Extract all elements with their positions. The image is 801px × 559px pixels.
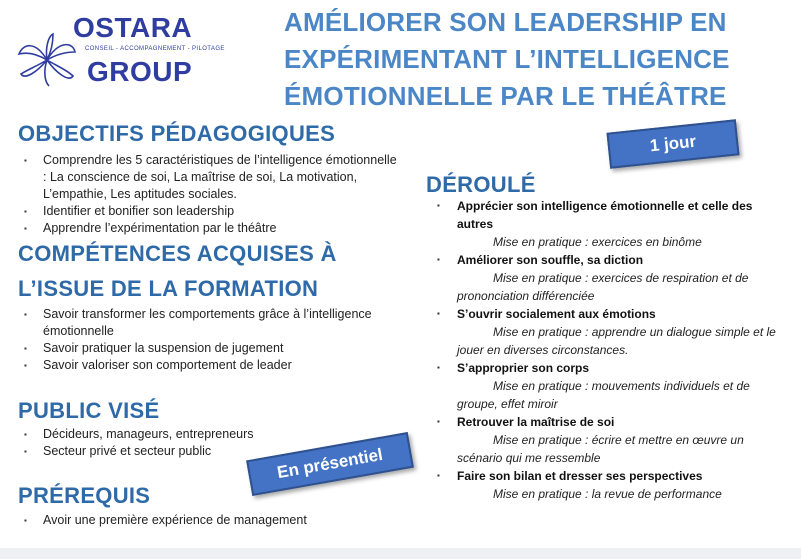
deroule-heading: DÉROULÉ [426,172,536,197]
list-item: ▪ Avoir une première expérience de management [18,512,378,529]
format-badge: En présentiel [246,432,414,496]
prerequis-list [18,512,378,529]
list-item: ▪ Savoir valoriser son comportement de leader [18,357,413,374]
list-item: ▪ Savoir transformer les comportements grâce à l’intelligence émotionnelle [18,306,413,340]
title-line-1: AMÉLIORER SON LEADERSHIP EN [284,7,727,37]
deroule-list [431,197,776,503]
duration-badge: 1 jour [606,119,739,168]
list-item: ▪ Secteur privé et secteur public [18,443,308,460]
list-item [431,359,776,413]
step-detail: Mise en pratique : exercices de respiration et de prononciation différenciée [457,271,749,303]
competences-heading-line-2: L’ISSUE DE LA FORMATION [18,276,319,301]
step-detail: Mise en pratique : apprendre un dialogue simple et le jouer en diverses circonstances. [457,325,776,357]
list-item: ▪ Identifier et bonifier son leadership [18,203,398,220]
page-title [284,4,764,115]
step-detail: Mise en pratique : mouvements individuels et de groupe, effet miroir [457,379,750,411]
logo-name-top: OSTARA [73,12,193,43]
list-item [431,305,776,359]
logo-tagline: CONSEIL - ACCOMPAGNEMENT - PILOTAGE [85,46,225,52]
competences-list [18,306,413,374]
logo-name-bottom: GROUP [87,56,193,87]
title-line-3: ÉMOTIONNELLE PAR LE THÉÂTRE [284,81,727,111]
public-list [18,426,308,460]
title-line-2: EXPÉRIMENTANT L’INTELLIGENCE [284,44,730,74]
list-item: ▪ Savoir pratiquer la suspension de jugement [18,340,413,357]
list-item: ▪ Comprendre les 5 caractéristiques de l’intelligence émotionnelle : La conscience de soi, La maîtrise de soi, La motivation, L’empathie, Les aptitudes sociales. [18,152,398,203]
flower-icon [15,30,79,90]
objectifs-heading: OBJECTIFS PÉDAGOGIQUES [18,121,336,146]
page-bottom-band [0,548,801,559]
step-title: ▪ Retrouver la maîtrise de soi [431,413,776,431]
step-title: ▪ Améliorer son souffle, sa diction [431,251,776,269]
list-item [431,467,776,503]
step-title: ▪ S’ouvrir socialement aux émotions [431,305,776,323]
list-item: ▪ Décideurs, manageurs, entrepreneurs [18,426,308,443]
competences-heading-line-1: COMPÉTENCES ACQUISES À [18,241,337,266]
step-detail: Mise en pratique : la revue de performance [493,487,722,501]
objectifs-list [18,152,398,237]
public-heading: PUBLIC VISÉ [18,398,160,423]
list-item: ▪ Apprendre l’expérimentation par le théâtre [18,220,398,237]
list-item [431,197,776,251]
step-detail: Mise en pratique : écrire et mettre en œuvre un scénario qui me ressemble [457,433,744,465]
step-detail: Mise en pratique : exercices en binôme [493,235,702,249]
list-item [431,413,776,467]
prerequis-heading: PRÉREQUIS [18,483,151,508]
step-title: ▪ Faire son bilan et dresser ses perspectives [431,467,776,485]
step-title: ▪ Apprécier son intelligence émotionnelle et celle des autres [431,197,776,233]
step-title: ▪ S’approprier son corps [431,359,776,377]
ostara-logo [15,12,285,92]
list-item [431,251,776,305]
